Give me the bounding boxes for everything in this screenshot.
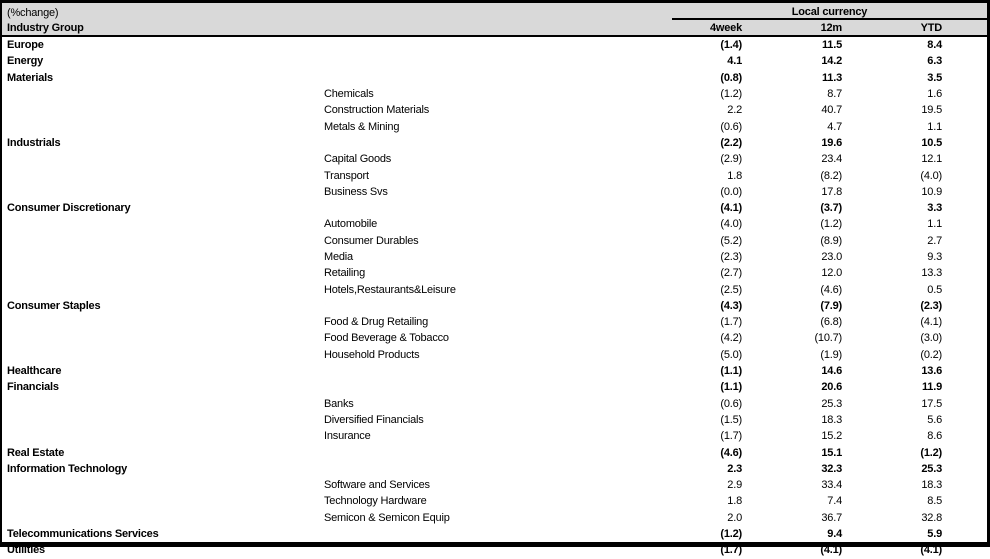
table-row [2,70,987,86]
header-row-columns [2,20,987,35]
value-12m: 18.3 [821,413,842,426]
value-4week: (4.2) [720,332,742,345]
value-12m: (4.6) [820,283,842,296]
table-row [2,135,987,151]
industry-group-label: Healthcare [7,365,62,378]
table-row [2,428,987,444]
value-4week: 4.1 [727,55,742,68]
value-12m: (7.9) [820,299,842,312]
table-row [2,526,987,542]
value-4week: (2.3) [720,251,742,263]
value-12m: 40.7 [821,104,842,117]
industry-group-label: Telecommunications Services [7,528,159,541]
value-ytd: 2.7 [927,234,942,247]
value-ytd: 8.5 [927,495,942,508]
value-12m: (8.9) [820,234,842,247]
table-row [2,53,987,69]
column-header-4week: 4week [709,21,742,34]
value-ytd: 10.5 [921,136,942,149]
table-row [2,281,987,297]
table-row [2,265,987,281]
table-row [2,151,987,167]
industry-subgroup-label: Household Products [324,348,420,361]
table-row [2,510,987,526]
table-row [2,216,987,232]
value-4week: (4.1) [720,202,742,215]
table-row [2,167,987,183]
value-4week: 2.0 [727,511,742,524]
value-4week: (1.2) [720,528,742,541]
table-row [2,184,987,200]
value-12m: 20.6 [821,381,842,394]
industry-subgroup-label: Media [324,251,353,263]
table-row [2,37,987,53]
value-4week: 2.2 [727,104,742,117]
value-ytd: 13.3 [921,267,942,280]
value-4week: (5.0) [720,348,742,361]
value-12m: 14.2 [821,55,842,68]
value-4week: (1.7) [720,430,742,443]
value-4week: (0.6) [720,397,742,410]
table-row [2,249,987,265]
table-row [2,86,987,102]
table-row [2,493,987,509]
header-row-top [2,3,987,20]
industry-subgroup-label: Chemicals [324,88,374,101]
value-4week: 2.3 [727,462,742,475]
value-ytd: 1.1 [927,120,942,133]
industry-group-label: Europe [7,39,44,52]
value-12m: 8.7 [827,88,842,101]
value-ytd: 13.6 [921,365,942,378]
industry-subgroup-label: Retailing [324,267,366,280]
industry-subgroup-label: Software and Services [324,479,430,492]
value-12m: 12.0 [821,267,842,280]
table-row [2,542,987,558]
value-12m: 32.3 [821,462,842,475]
table-row [2,233,987,249]
value-ytd: (4.0) [920,169,942,182]
value-12m: 23.4 [821,153,842,166]
local-currency-group-header: Local currency [672,5,987,20]
value-12m: 33.4 [821,479,842,492]
table-row [2,314,987,330]
value-ytd: (0.2) [920,348,942,361]
value-12m: 11.3 [821,71,842,84]
value-ytd: 18.3 [921,479,942,492]
value-12m: (10.7) [814,332,842,345]
value-ytd: 17.5 [921,397,942,410]
value-4week: (4.0) [720,218,742,231]
table-header [2,3,987,37]
value-ytd: 1.6 [927,88,942,101]
industry-subgroup-label: Insurance [324,430,371,443]
table-row [2,347,987,363]
value-4week: (5.2) [720,234,742,247]
table-row [2,444,987,460]
industry-subgroup-label: Food & Drug Retailing [324,316,429,329]
value-4week: 2.9 [727,479,742,492]
value-12m: (1.2) [820,218,842,231]
industry-subgroup-label: Technology Hardware [324,495,427,508]
value-ytd: 3.5 [927,71,942,84]
value-ytd: 5.6 [927,413,942,426]
table-row [2,461,987,477]
column-header-ytd: YTD [920,21,942,34]
value-4week: (4.3) [720,299,742,312]
industry-group-label: Information Technology [7,462,128,475]
value-ytd: (4.1) [920,544,942,557]
industry-subgroup-label: Semicon & Semicon Equip [324,511,450,524]
value-ytd: 0.5 [927,283,942,296]
industry-subgroup-label: Banks [324,397,354,410]
value-12m: (6.8) [820,316,842,329]
value-4week: (1.7) [720,544,742,557]
value-ytd: 3.3 [927,202,942,215]
value-4week: (2.9) [720,153,742,166]
value-12m: 36.7 [821,511,842,524]
value-4week: (0.8) [720,71,742,84]
table-body [2,37,987,559]
table-row [2,118,987,134]
industry-group-label: Materials [7,71,53,84]
value-ytd: 25.3 [921,462,942,475]
table-row [2,477,987,493]
value-12m: 9.4 [827,528,842,541]
industry-subgroup-label: Transport [324,169,369,182]
value-ytd: 19.5 [921,104,942,117]
value-12m: 15.2 [821,430,842,443]
value-4week: (4.6) [720,446,742,459]
industry-subgroup-label: Capital Goods [324,153,392,166]
value-4week: (1.7) [720,316,742,329]
industry-group-column-header: Industry Group [7,21,84,34]
value-4week: (1.1) [720,381,742,394]
value-12m: 15.1 [821,446,842,459]
industry-group-label: Utilities [7,544,45,557]
table-row [2,396,987,412]
value-ytd: 9.3 [927,251,942,263]
industry-subgroup-label: Hotels,Restaurants&Leisure [324,283,456,296]
value-ytd: 6.3 [927,55,942,68]
industry-subgroup-label: Diversified Financials [324,413,424,426]
value-ytd: (4.1) [920,316,942,329]
industry-group-label: Consumer Staples [7,299,101,312]
industry-subgroup-label: Construction Materials [324,104,430,117]
value-4week: (2.2) [720,136,742,149]
industry-group-label: Energy [7,55,44,68]
value-12m: 25.3 [821,397,842,410]
industry-subgroup-label: Food Beverage & Tobacco [324,332,449,345]
value-ytd: 5.9 [927,528,942,541]
value-ytd: 12.1 [921,153,942,166]
value-12m: (8.2) [820,169,842,182]
industry-group-label: Consumer Discretionary [7,202,131,215]
table-row [2,412,987,428]
value-ytd: 10.9 [921,185,942,198]
industry-subgroup-label: Consumer Durables [324,234,419,247]
table-row [2,363,987,379]
value-ytd: (3.0) [920,332,942,345]
value-4week: 1.8 [727,169,742,182]
column-header-12m: 12m [820,21,842,34]
value-4week: (1.5) [720,413,742,426]
value-12m: (3.7) [820,202,842,215]
value-12m: 17.8 [821,185,842,198]
percent-change-label: (%change) [7,6,59,19]
value-4week: (1.1) [720,365,742,378]
value-4week: (2.5) [720,283,742,296]
value-12m: 19.6 [821,136,842,149]
table-row [2,200,987,216]
value-4week: (1.4) [720,39,742,52]
table-row [2,298,987,314]
industry-subgroup-label: Automobile [324,218,378,231]
value-12m: 14.6 [821,365,842,378]
value-4week: 1.8 [727,495,742,508]
value-12m: (1.9) [820,348,842,361]
value-ytd: 1.1 [927,218,942,231]
value-ytd: 32.8 [921,511,942,524]
industry-group-label: Financials [7,381,59,394]
value-4week: (2.7) [720,267,742,280]
table-row [2,379,987,395]
value-ytd: (1.2) [920,446,942,459]
industry-subgroup-label: Metals & Mining [324,120,400,133]
value-ytd: 8.4 [927,39,942,52]
value-12m: 7.4 [827,495,842,508]
value-4week: (0.6) [720,120,742,133]
industry-subgroup-label: Business Svs [324,185,388,198]
value-12m: 11.5 [821,39,842,52]
table-row [2,102,987,118]
value-ytd: 8.6 [927,430,942,443]
value-12m: 23.0 [821,251,842,263]
value-4week: (0.0) [720,185,742,198]
value-ytd: 11.9 [921,381,942,394]
value-12m: (4.1) [820,544,842,557]
value-4week: (1.2) [720,88,742,101]
table-row [2,330,987,346]
value-12m: 4.7 [827,120,842,133]
value-ytd: (2.3) [920,299,942,312]
industry-group-label: Real Estate [7,446,65,459]
industry-group-label: Industrials [7,136,61,149]
